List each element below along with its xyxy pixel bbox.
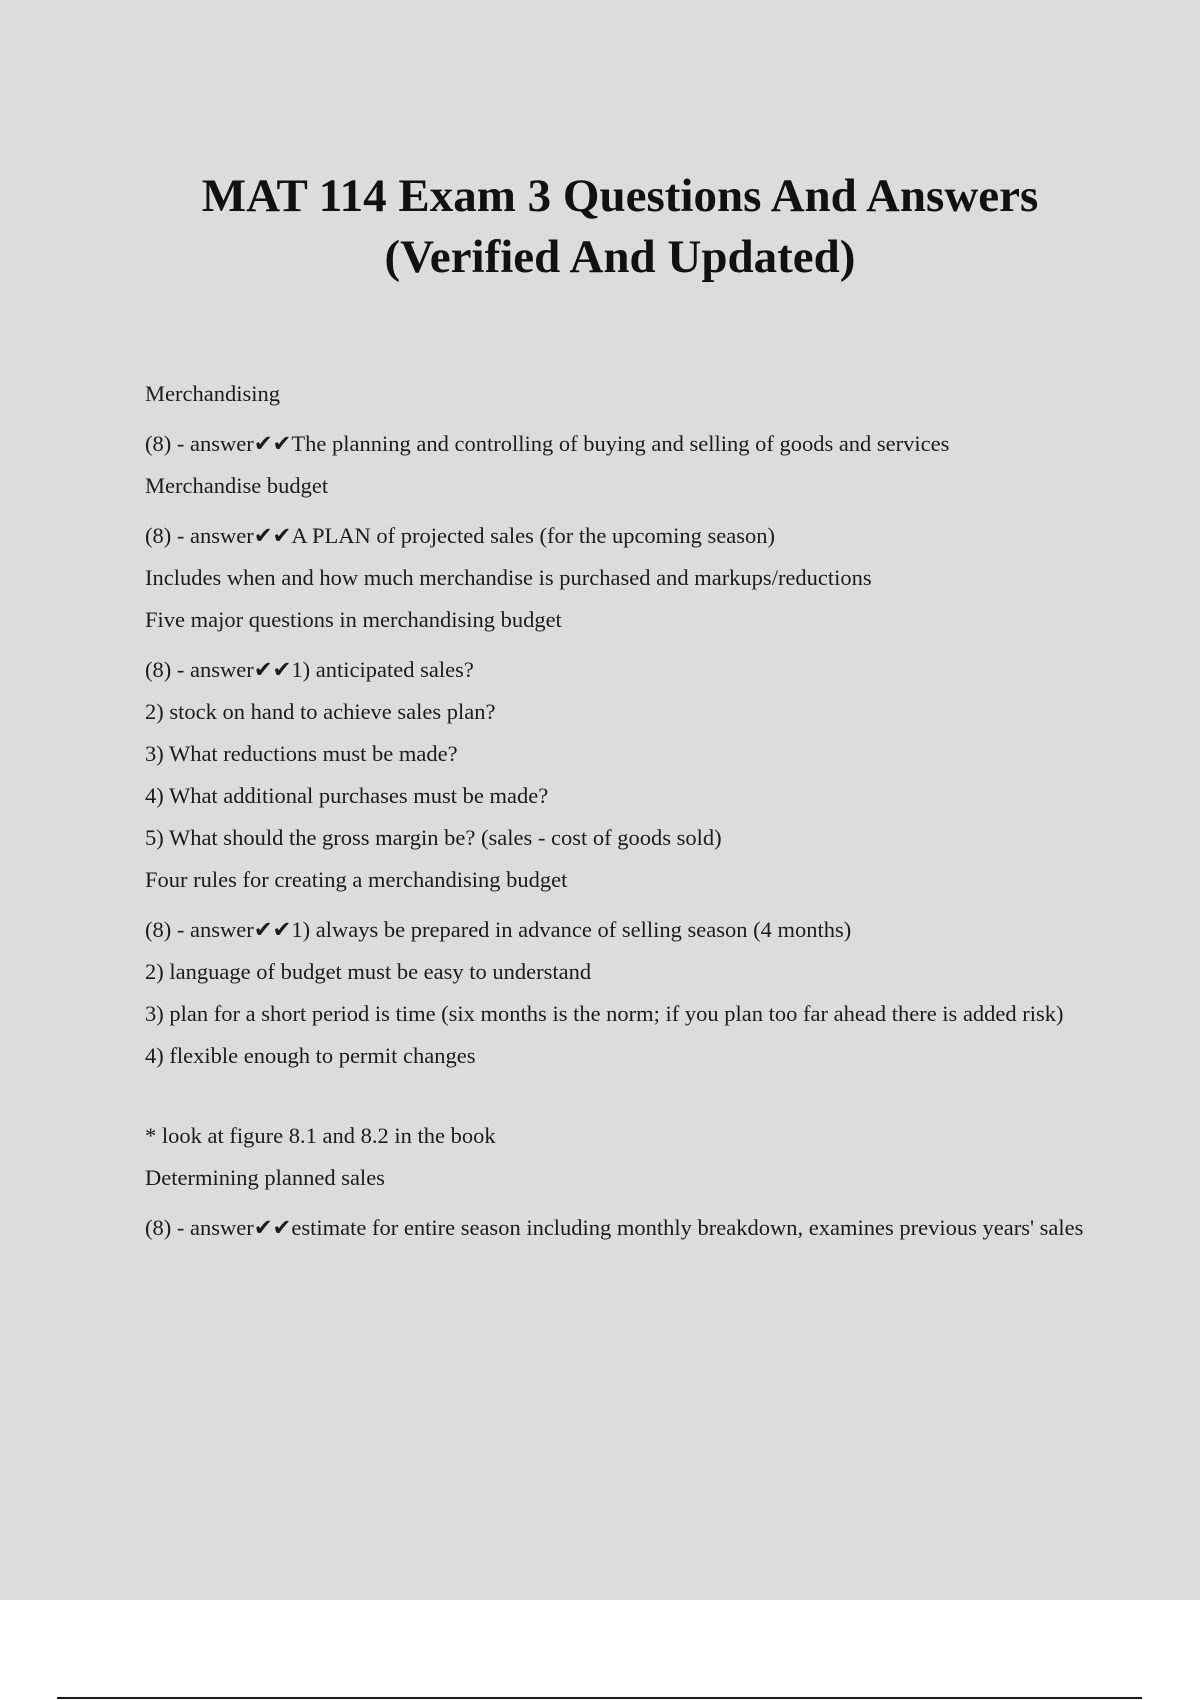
document-body (145, 380, 1090, 1242)
answer-five-major: (8) - answer✔✔1) anticipated sales? (145, 657, 474, 682)
answer-line: 3) plan for a short period is time (six months is the norm; if you plan too far ahead there is added risk) (145, 1001, 1064, 1026)
answer-line: 4) What additional purchases must be made? (145, 783, 549, 808)
answer-line: 2) stock on hand to achieve sales plan? (145, 699, 496, 724)
footer-divider (57, 1697, 1142, 1699)
title-line-2: (Verified And Updated) (384, 231, 856, 283)
document-title (120, 166, 1120, 288)
title-line-1: MAT 114 Exam 3 Questions And Answers (201, 170, 1039, 222)
answer-line: 3) What reductions must be made? (145, 741, 458, 766)
answer-line: 2) language of budget must be easy to understand (145, 959, 592, 984)
question-five-major: Five major questions in merchandising budget (145, 607, 562, 632)
note-line: * look at figure 8.1 and 8.2 in the book (145, 1123, 496, 1148)
answer-planned-sales: (8) - answer✔✔estimate for entire season including monthly breakdown, examines previous years' sales (145, 1215, 1084, 1240)
answer-four-rules: (8) - answer✔✔1) always be prepared in advance of selling season (4 months) (145, 917, 852, 942)
answer-line: Includes when and how much merchandise is purchased and markups/reductions (145, 565, 872, 590)
question-merchandise-budget: Merchandise budget (145, 473, 329, 498)
question-four-rules: Four rules for creating a merchandising budget (145, 867, 568, 892)
answer-merchandise-budget: (8) - answer✔✔A PLAN of projected sales (for the upcoming season) (145, 523, 776, 548)
answer-line: 4) flexible enough to permit changes (145, 1043, 476, 1068)
question-merchandising: Merchandising (145, 381, 280, 406)
answer-merchandising: (8) - answer✔✔The planning and controlling of buying and selling of goods and services (145, 431, 950, 456)
answer-line: 5) What should the gross margin be? (sales - cost of goods sold) (145, 825, 722, 850)
question-planned-sales: Determining planned sales (145, 1165, 385, 1190)
